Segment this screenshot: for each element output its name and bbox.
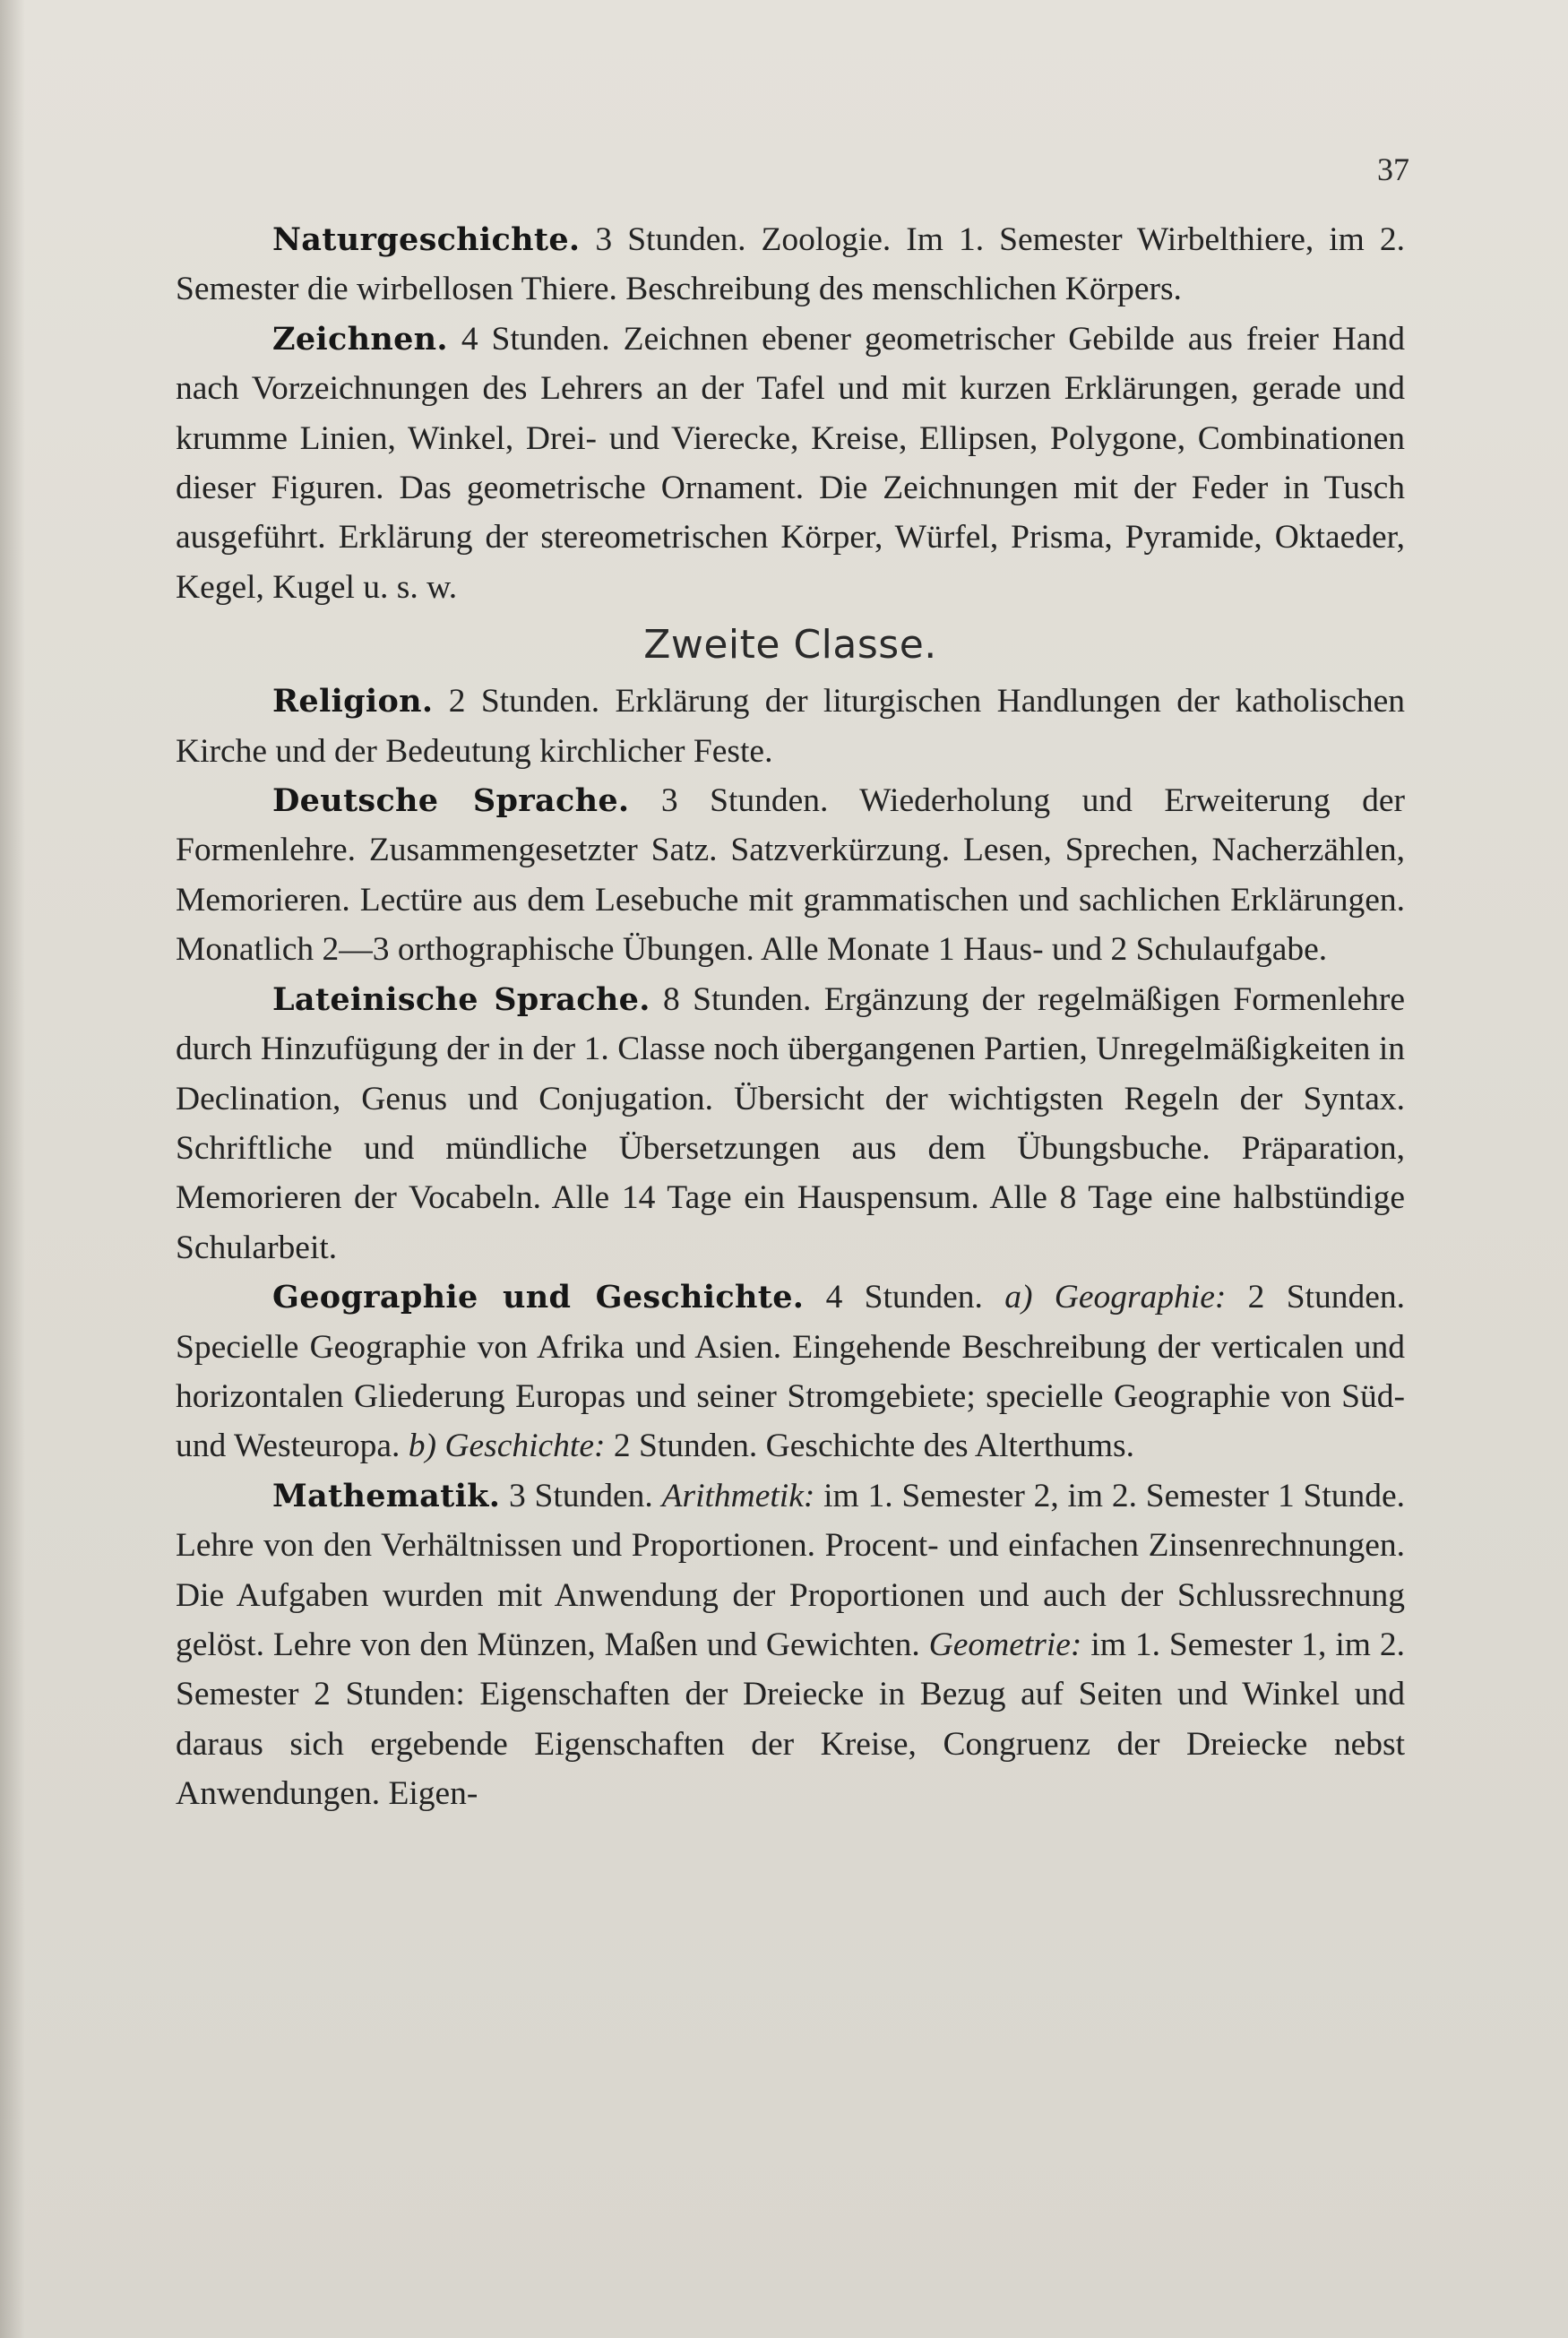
subject-heading: Lateinische Sprache.	[272, 980, 650, 1018]
paragraph-text-italic: b) Geschichte:	[408, 1428, 606, 1465]
paragraph-naturgeschichte	[176, 215, 1405, 315]
subject-heading: Geographie und Geschichte.	[272, 1279, 805, 1316]
paragraph-text: 4 Stunden.	[804, 1279, 1005, 1316]
page-number: 37	[1377, 151, 1409, 187]
paragraph-religion	[176, 677, 1405, 776]
paragraph-lateinische-sprache	[176, 975, 1405, 1273]
paragraph-deutsche-sprache	[176, 776, 1405, 975]
subject-heading: Zeichnen.	[272, 320, 448, 358]
section-title: Zweite Classe.	[643, 622, 937, 669]
paragraph-text: im 1. Semester 1, im 2. Semester 2 Stunden: Eigenschaften der Dreiecke in Bezug auf Seiten und Winkel und daraus sich ergebende Eigenschaften der Kreise, Congruenz der Dreiecke nebst Anwendungen. Eigen-	[176, 1626, 1405, 1813]
paragraph-geographie-geschichte	[176, 1273, 1405, 1471]
paragraph-text: 3 Stunden. Wiederholung und Erweiterung der Formenlehre. Zusammengesetzter Satz. Satzverkürzung. Lesen, Sprechen, Nacherzählen, Memorieren. Lectüre aus dem Lesebuche mit grammatischen und sachlichen Erklärungen. Monatlich 2—3 orthographische Übungen. Alle Monate 1 Haus- und 2 Schulaufgabe.	[176, 782, 1405, 969]
paragraph-text: 3 Stunden. Zoologie. Im 1. Semester Wirbelthiere, im 2. Semester die wirbellosen Thiere. Beschreibung des menschlichen Körpers.	[176, 221, 1405, 308]
paragraph-text: im 1. Semester 2, im 2. Semester 1 Stunde. Lehre von den Verhältnissen und Proportionen. Procent- und einfachen Zinsenrechnungen. Die Aufgaben wurden mit Anwendung der Proportionen und auch der Schlussrechnung gelöst. Lehre von den Münzen, Maßen und Gewichten.	[176, 1477, 1405, 1663]
subject-heading: Deutsche Sprache.	[272, 782, 630, 820]
paragraph-text: 2 Stunden. Specielle Geographie von Afrika und Asien. Eingehende Beschreibung der verticalen und horizontalen Gliederung Europas und seiner Stromgebiete; specielle Geographie von Süd- und Westeuropa.	[176, 1279, 1405, 1465]
paragraph-text: 2 Stunden. Geschichte des Alterthums.	[605, 1428, 1135, 1465]
paragraph-text-italic: Arithmetik:	[661, 1477, 815, 1514]
paragraph-text-italic: Geometrie:	[928, 1626, 1082, 1663]
subject-heading: Mathematik.	[272, 1477, 501, 1514]
paragraph-text: 4 Stunden. Zeichnen ebener geometrischer Gebilde aus freier Hand nach Vorzeichnungen des Lehrers an der Tafel und mit kurzen Erklärungen, gerade und krumme Linien, Winkel, Drei- und Vierecke, Kreise, Ellipsen, Polygone, Combinationen dieser Figuren. Das geometrische Ornament. Die Zeichnungen mit der Feder in Tusch ausgeführt. Erklärung der stereometrischen Körper, Würfel, Prisma, Pyramide, Oktaeder, Kegel, Kugel u. s. w.	[176, 320, 1405, 606]
paragraph-zeichnen	[176, 315, 1405, 612]
paragraph-text: 2 Stunden. Erklärung der liturgischen Handlungen der katholischen Kirche und der Bedeutung kirchlicher Feste.	[176, 683, 1405, 770]
paragraph-mathematik	[176, 1471, 1405, 1819]
subject-heading: Naturgeschichte.	[272, 221, 581, 258]
paragraph-text: 3 Stunden.	[500, 1477, 662, 1514]
subject-heading: Religion.	[272, 683, 434, 720]
page-body	[176, 215, 1405, 1819]
paragraph-text: 8 Stunden. Ergänzung der regelmäßigen Formenlehre durch Hinzufügung der in der 1. Classe noch übergangenen Partien, Unregelmäßigkeiten in Declination, Genus und Conjugation. Übersicht der wichtigsten Regeln der Syntax. Schriftliche und mündliche Übersetzungen aus dem Übungsbuche. Präparation, Memorieren der Vocabeln. Alle 14 Tage ein Hauspensum. Alle 8 Tage eine halbstündige Schularbeit.	[176, 980, 1405, 1266]
paragraph-text-italic: a) Geographie:	[1004, 1279, 1227, 1316]
